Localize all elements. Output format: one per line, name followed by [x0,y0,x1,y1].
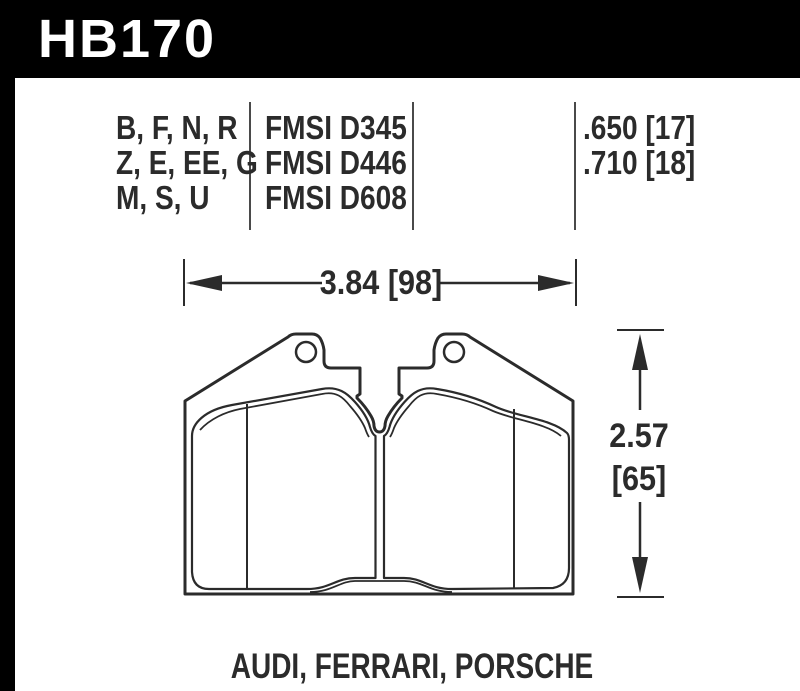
bottom-chamfer-line [310,581,452,592]
width-dimension-label: 3.84 [98] [319,264,443,302]
compound-codes: Z, E, EE, G [116,144,258,181]
fmsi-number: FMSI D608 [265,179,407,216]
vehicle-applications: AUDI, FERRARI, PORSCHE [230,647,594,686]
friction-pad-left [192,388,376,589]
pin-hole-left [296,342,316,362]
pin-hole-right [444,342,464,362]
pad-thickness: .710 [18] [583,144,696,181]
compound-codes: M, S, U [116,179,210,216]
friction-pad-right [384,388,569,589]
height-dimension-inches: 2.57 [609,417,669,455]
pad-thickness: .650 [17] [583,109,696,146]
part-number: HB170 [38,9,217,69]
arrow-down-icon [632,557,648,593]
height-dimension-mm: [65] [611,460,667,498]
fmsi-number: FMSI D446 [265,144,407,181]
fmsi-number: FMSI D345 [265,109,407,146]
arrow-right-icon [538,275,574,291]
compound-codes: B, F, N, R [116,109,238,146]
arrow-left-icon [186,275,222,291]
center-slot [376,436,385,578]
top-chamfer-line-left [200,393,369,437]
arrow-up-icon [632,334,648,370]
